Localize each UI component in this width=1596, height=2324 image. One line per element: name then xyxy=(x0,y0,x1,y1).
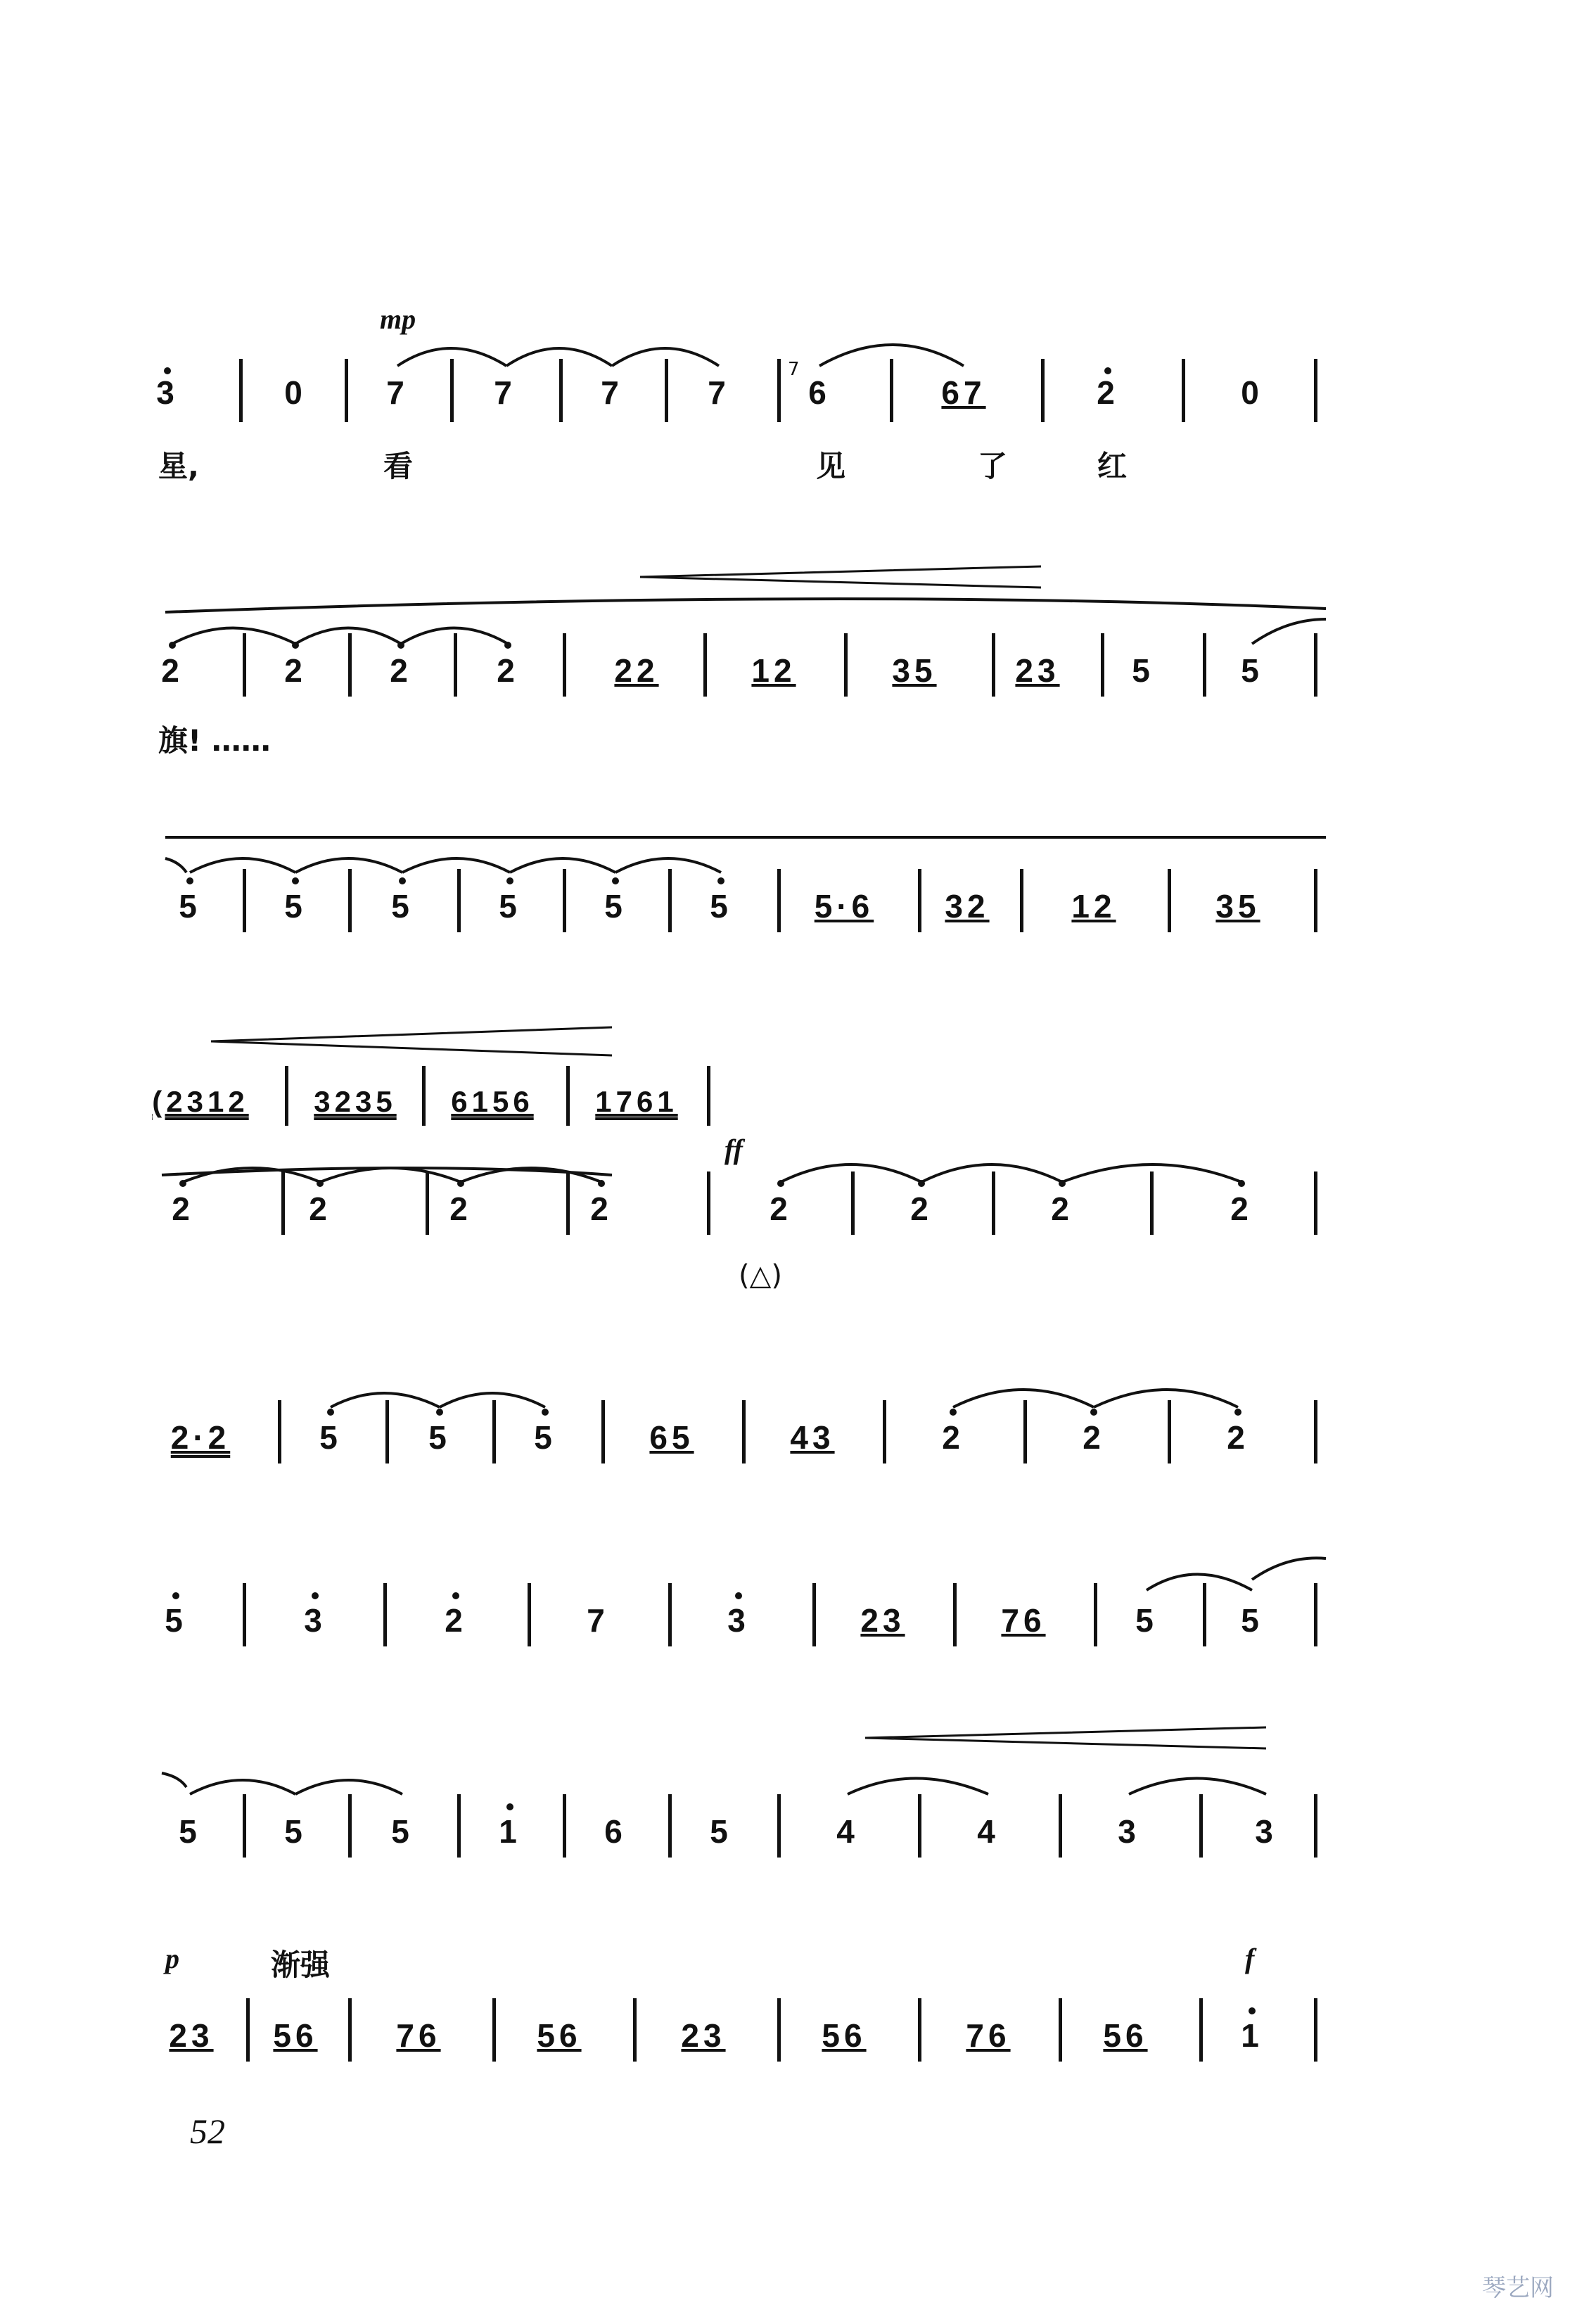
note: 2 xyxy=(942,1419,964,1456)
note: 32 xyxy=(945,888,990,925)
note: 5 xyxy=(391,1813,414,1850)
octave-dot xyxy=(612,877,619,884)
upper-note: 1761 xyxy=(595,1085,678,1118)
note: 56 xyxy=(822,2017,867,2054)
slur xyxy=(615,858,721,872)
note: 56 xyxy=(537,2017,582,2054)
note: 5 xyxy=(284,1813,307,1850)
octave-dot xyxy=(457,1180,464,1187)
note: 23 xyxy=(1015,652,1060,689)
note: 67 xyxy=(941,374,986,411)
note: 5 xyxy=(179,888,201,925)
note: 5 xyxy=(391,888,414,925)
note: 2 xyxy=(445,1602,467,1639)
note: 5 xyxy=(1241,1602,1263,1639)
lyric: 红 xyxy=(1097,449,1128,483)
octave-dot xyxy=(399,877,406,884)
slur xyxy=(165,599,1326,612)
note: 5 xyxy=(319,1419,342,1456)
octave-dot xyxy=(169,642,176,649)
slur xyxy=(172,628,295,645)
slur xyxy=(295,628,401,645)
note: 23 xyxy=(860,1602,905,1639)
note: 5·6 xyxy=(814,888,874,925)
note: 1 xyxy=(499,1813,521,1850)
note: 23 xyxy=(169,2017,214,2054)
note: 7 xyxy=(708,374,730,411)
octave-dot xyxy=(312,1592,319,1599)
slur xyxy=(953,1390,1094,1407)
slur xyxy=(819,345,964,366)
octave-dot xyxy=(777,1180,784,1187)
note: 76 xyxy=(966,2017,1011,2054)
triangle-mark: (△) xyxy=(739,1259,782,1292)
note: 0 xyxy=(284,374,307,411)
octave-dot xyxy=(1249,2007,1256,2014)
slur xyxy=(1147,1575,1252,1591)
note: 2·2 xyxy=(170,1419,231,1456)
dynamic-f: f xyxy=(1245,1943,1255,1974)
note: 2 xyxy=(161,652,184,689)
slur xyxy=(401,628,508,645)
note: 7 xyxy=(587,1602,609,1639)
note: 2 xyxy=(172,1190,194,1227)
note: 7 xyxy=(601,374,623,411)
octave-dot xyxy=(172,1592,179,1599)
crescendo-hairpin xyxy=(211,1027,612,1055)
slur xyxy=(162,1773,186,1787)
grace-note: 7 xyxy=(788,359,800,380)
note: 2 xyxy=(309,1190,331,1227)
note: 5 xyxy=(165,1602,187,1639)
slur xyxy=(1252,1558,1326,1580)
note: 6 xyxy=(604,1813,627,1850)
note: 2 xyxy=(1227,1419,1249,1456)
page-number: 52 xyxy=(190,2112,225,2151)
note: 5 xyxy=(1135,1602,1158,1639)
octave-dot xyxy=(950,1409,957,1416)
note: 3 xyxy=(156,374,179,411)
slur xyxy=(1129,1779,1266,1795)
lyric: 了 xyxy=(978,449,1008,483)
octave-dot xyxy=(717,877,724,884)
slur xyxy=(440,1393,545,1407)
octave-dot xyxy=(1090,1409,1097,1416)
note: 4 xyxy=(836,1813,859,1850)
octave-dot xyxy=(186,877,193,884)
slur xyxy=(1062,1164,1241,1182)
octave-dot xyxy=(1238,1180,1245,1187)
note: 22 xyxy=(614,652,659,689)
lyric: 见 xyxy=(816,449,846,483)
slur xyxy=(397,348,506,366)
slur xyxy=(506,348,612,366)
lyric: 星, xyxy=(158,449,199,483)
octave-dot xyxy=(1234,1409,1241,1416)
note: 2 xyxy=(1051,1190,1073,1227)
slur xyxy=(190,1780,295,1794)
slur xyxy=(848,1779,988,1795)
slur xyxy=(331,1393,440,1407)
note: 5 xyxy=(710,1813,732,1850)
slur xyxy=(402,858,510,872)
octave-dot xyxy=(542,1409,549,1416)
slur xyxy=(320,1168,461,1182)
octave-dot xyxy=(452,1592,459,1599)
octave-dot xyxy=(327,1409,334,1416)
slur xyxy=(510,858,615,872)
note: 5 xyxy=(428,1419,451,1456)
slur xyxy=(295,1780,402,1794)
octave-dot xyxy=(506,1803,513,1810)
note: 1 xyxy=(1241,2017,1263,2054)
octave-dot xyxy=(598,1180,605,1187)
note: 76 xyxy=(1001,1602,1046,1639)
note: 5 xyxy=(284,888,307,925)
slur xyxy=(921,1164,1062,1182)
note: 35 xyxy=(892,652,937,689)
note: 5 xyxy=(1132,652,1154,689)
octave-dot xyxy=(504,642,511,649)
octave-dot xyxy=(179,1180,186,1187)
dynamic-mp: mp xyxy=(380,303,416,335)
note: 23 xyxy=(681,2017,726,2054)
lyric: 看 xyxy=(383,449,414,483)
slur xyxy=(165,858,186,872)
note: 0 xyxy=(1241,374,1263,411)
note: 2 xyxy=(390,652,412,689)
note: 5 xyxy=(179,1813,201,1850)
octave-dot xyxy=(1059,1180,1066,1187)
note: 35 xyxy=(1215,888,1260,925)
octave-dot xyxy=(436,1409,443,1416)
lyric: 旗! …… xyxy=(158,723,271,758)
note: 65 xyxy=(649,1419,694,1456)
octave-dot xyxy=(317,1180,324,1187)
note: 2 xyxy=(1083,1419,1105,1456)
note: 2 xyxy=(910,1190,933,1227)
note: 56 xyxy=(273,2017,318,2054)
slur xyxy=(781,1164,921,1182)
note: 2 xyxy=(770,1190,792,1227)
slur xyxy=(1094,1390,1238,1407)
note: 2 xyxy=(284,652,307,689)
note: 43 xyxy=(790,1419,835,1456)
octave-dot xyxy=(292,877,299,884)
upper-note: (2312 xyxy=(152,1085,249,1118)
watermark: 琴艺网 xyxy=(1482,2274,1554,2302)
octave-dot xyxy=(164,367,171,374)
note: 4 xyxy=(977,1813,1000,1850)
upper-note: 6156 xyxy=(451,1085,534,1118)
crescendo-hairpin xyxy=(640,566,1041,588)
slur xyxy=(1252,619,1326,644)
slur xyxy=(190,858,295,872)
slur xyxy=(612,348,719,366)
octave-dot xyxy=(292,642,299,649)
note: 3 xyxy=(1255,1813,1277,1850)
dynamic-ff: ff xyxy=(724,1134,743,1165)
note: 5 xyxy=(710,888,732,925)
note: 2 xyxy=(1230,1190,1253,1227)
note: 7 xyxy=(386,374,409,411)
note: 3 xyxy=(304,1602,326,1639)
note: 3 xyxy=(1118,1813,1140,1850)
note: 3 xyxy=(727,1602,750,1639)
expression-text: 渐强 xyxy=(271,1948,331,1982)
note: 5 xyxy=(499,888,521,925)
note: 2 xyxy=(1097,374,1119,411)
crescendo-hairpin xyxy=(865,1727,1266,1748)
slur xyxy=(295,858,402,872)
note: 12 xyxy=(1071,888,1116,925)
note: 2 xyxy=(449,1190,472,1227)
note: 76 xyxy=(396,2017,441,2054)
note: 2 xyxy=(497,652,519,689)
note: 5 xyxy=(534,1419,556,1456)
note: 6 xyxy=(808,374,831,411)
note: 2 xyxy=(590,1190,613,1227)
note: 5 xyxy=(1241,652,1263,689)
note: 7 xyxy=(494,374,516,411)
note: 12 xyxy=(751,652,796,689)
note: 5 xyxy=(604,888,627,925)
octave-dot xyxy=(397,642,404,649)
octave-dot xyxy=(918,1180,925,1187)
octave-dot xyxy=(506,877,513,884)
octave-dot xyxy=(1104,367,1111,374)
upper-note: 3235 xyxy=(314,1085,397,1118)
octave-dot xyxy=(735,1592,742,1599)
note: 56 xyxy=(1103,2017,1148,2054)
dynamic-p: p xyxy=(165,1943,179,1974)
